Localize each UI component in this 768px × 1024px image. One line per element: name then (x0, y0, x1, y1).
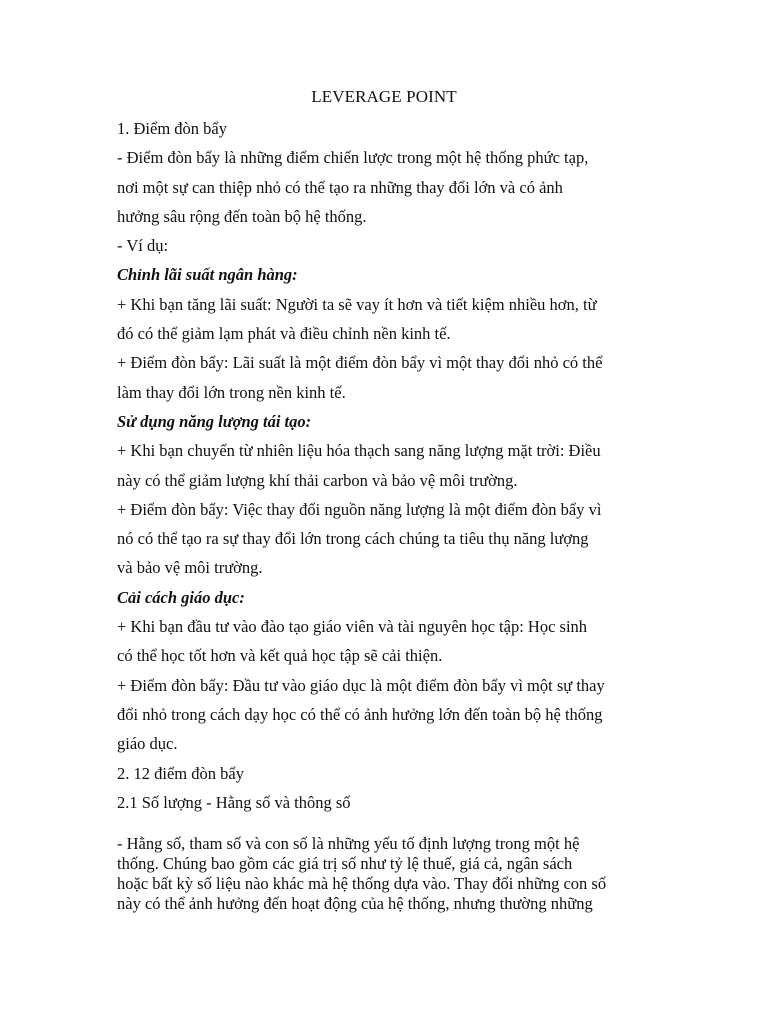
paragraph-line: - Ví dụ: (117, 236, 169, 256)
paragraph-line: + Điểm đòn bẩy: Đầu tư vào giáo dục là một điểm đòn bẩy vì một sự thay (117, 675, 605, 695)
paragraph-line: thống. Chúng bao gồm các giá trị số như tỷ lệ thuế, giá cả, ngân sách (117, 854, 573, 873)
example-heading: Cải cách giáo dục: (117, 587, 245, 607)
paragraph-line: giáo dục. (117, 734, 178, 754)
example-heading: Sử dụng năng lượng tái tạo: (117, 411, 312, 431)
paragraph-line: đó có thể giảm lạm phát và điều chỉnh nền kinh tế. (117, 324, 451, 344)
paragraph-line: + Khi bạn tăng lãi suất: Người ta sẽ vay ít hơn và tiết kiệm nhiều hơn, từ (117, 294, 597, 314)
paragraph-line: có thể học tốt hơn và kết quả học tập sẽ cải thiện. (117, 646, 443, 666)
paragraph-line: này có thể giảm lượng khí thải carbon và bảo vệ môi trường. (117, 470, 518, 490)
paragraph-line: nó có thể tạo ra sự thay đổi lớn trong cách chúng ta tiêu thụ năng lượng (117, 529, 589, 549)
section-heading: 2. 12 điểm đòn bẩy (117, 763, 244, 783)
example-heading: Chỉnh lãi suất ngân hàng: (117, 265, 298, 285)
paragraph-line: + Khi bạn đầu tư vào đào tạo giáo viên và tài nguyên học tập: Học sinh (117, 617, 588, 637)
section-heading: 1. Điểm đòn bẩy (117, 119, 227, 138)
document-body (117, 114, 657, 817)
paragraph-line: hoặc bất kỳ số liệu nào khác mà hệ thống dựa vào. Thay đổi những con số (117, 874, 607, 893)
paragraph-line: nơi một sự can thiệp nhỏ có thể tạo ra những thay đổi lớn và có ảnh (117, 177, 563, 197)
paragraph-line: - Hằng số, tham số và con số là những yếu tố định lượng trong một hệ (117, 834, 580, 853)
paragraph-line: + Điểm đòn bẩy: Lãi suất là một điểm đòn bẩy vì một thay đổi nhỏ có thể (117, 353, 603, 373)
paragraph-line: làm thay đổi lớn trong nền kinh tế. (117, 382, 346, 402)
paragraph-line: này có thể ảnh hưởng đến hoạt động của hệ thống, nhưng thường những (117, 894, 593, 913)
paragraph-line: và bảo vệ môi trường. (117, 558, 263, 578)
document-title: LEVERAGE POINT (311, 87, 457, 106)
paragraph-line: + Khi bạn chuyển từ nhiên liệu hóa thạch sang năng lượng mặt trời: Điều (117, 441, 601, 461)
paragraph-line: đổi nhỏ trong cách dạy học có thể có ảnh hưởng lớn đến toàn bộ hệ thống (117, 704, 603, 724)
subsection-heading: 2.1 Số lượng - Hằng số và thông số (117, 792, 351, 812)
paragraph-line: hưởng sâu rộng đến toàn bộ hệ thống. (117, 206, 367, 226)
paragraph-line: - Điểm đòn bẩy là những điểm chiến lược trong một hệ thống phức tạp, (117, 148, 589, 168)
document-body-continued (117, 834, 657, 914)
paragraph-line: + Điểm đòn bẩy: Việc thay đổi nguồn năng lượng là một điểm đòn bẩy vì (117, 499, 602, 519)
